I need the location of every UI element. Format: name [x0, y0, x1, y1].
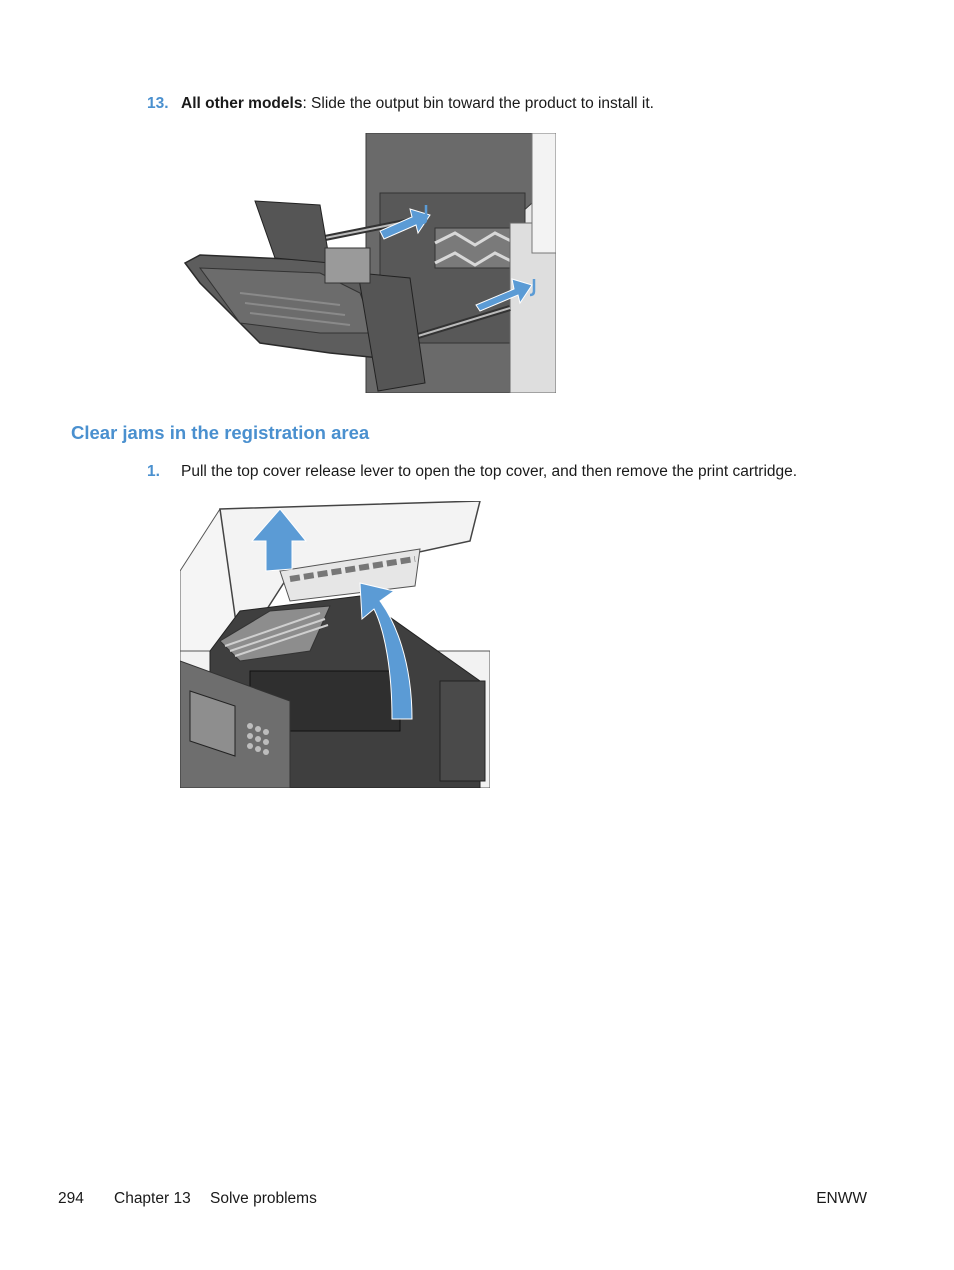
- step-13: [147, 94, 654, 114]
- step-bold-lead: All other models: [181, 95, 303, 112]
- step-text: Pull the top cover release lever to open the top cover, and then remove the print cartridge.: [181, 463, 798, 480]
- footer-section-title: Solve problems: [210, 1190, 317, 1207]
- step-text-rest: : Slide the output bin toward the product to install it.: [302, 95, 654, 112]
- step-number: 13.: [147, 95, 169, 112]
- section-heading: Clear jams in the registration area: [71, 422, 370, 443]
- top-cover-illustration: [180, 501, 490, 788]
- footer-doc-code: ENWW: [816, 1190, 867, 1207]
- step-text: [181, 94, 654, 114]
- step-1: [147, 462, 797, 482]
- step-number: 1.: [147, 463, 160, 480]
- footer-chapter: Chapter 13: [114, 1190, 191, 1207]
- output-bin-illustration: [180, 133, 556, 393]
- page-number: 294: [58, 1190, 84, 1207]
